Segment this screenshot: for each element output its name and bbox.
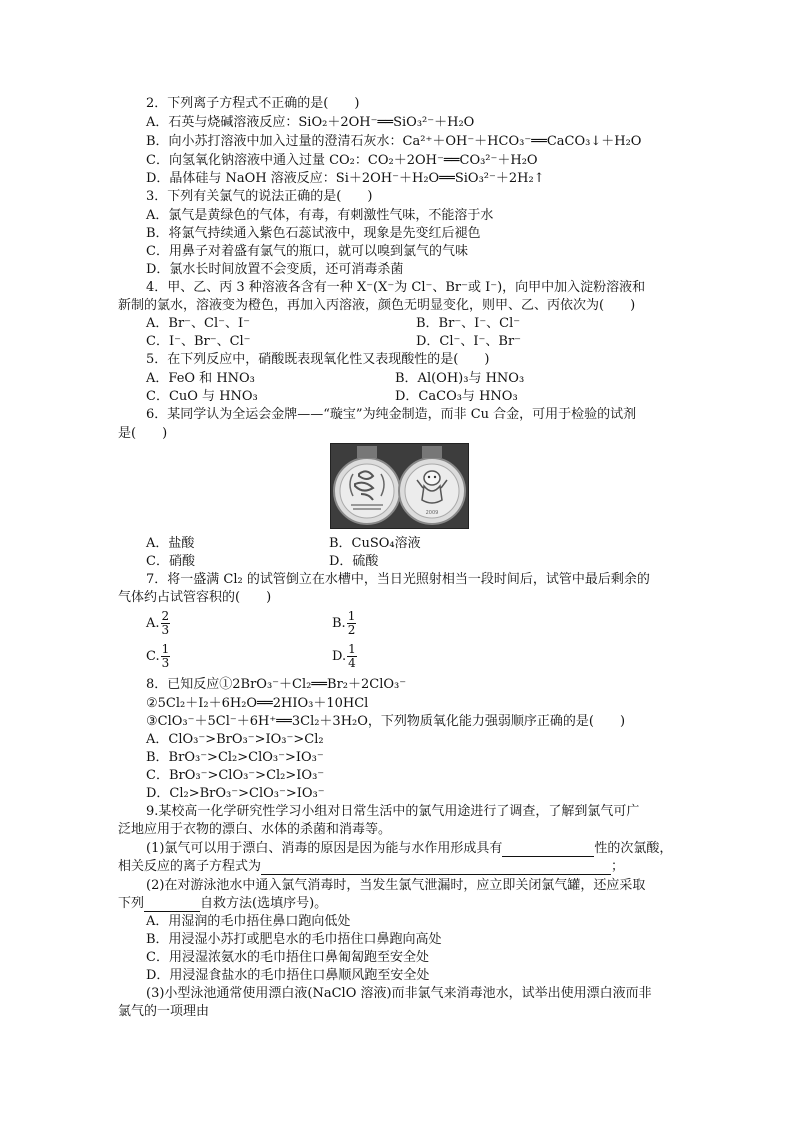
q8-option-c: C．BrO₃⁻>ClO₃⁻>Cl₂>IO₃⁻	[146, 768, 325, 783]
q9-stem-line1: 9.某校高一化学研究性学习小组对日常生活中的氯气用途进行了调查，了解到氯气可广	[146, 804, 640, 819]
q8-option-a: A．ClO₃⁻>BrO₃⁻>IO₃⁻>Cl₂	[146, 732, 324, 747]
q7-stem-line2: 气体约占试管容积的( )	[118, 590, 272, 605]
q6-option-c: C．硝酸	[146, 554, 195, 569]
q9-part1-line1	[146, 840, 672, 857]
q7-a-fraction: $\frac{2}{3}$	[161, 609, 170, 637]
q7-option-d	[332, 643, 357, 671]
q4-option-b: B．Br⁻、I⁻、Cl⁻	[416, 316, 521, 331]
q5-option-c: C．CuO 与 HNO₃	[146, 389, 258, 404]
q9-part2-line2	[118, 895, 327, 912]
medal-illustration	[331, 444, 468, 528]
q8-option-b: B．BrO₃⁻>Cl₂>ClO₃⁻>IO₃⁻	[146, 750, 324, 765]
q2-option-c: C．向氢氧化钠溶液中通入过量 CO₂：CO₂＋2OH⁻══CO₃²⁻＋H₂O	[146, 153, 538, 168]
medal-year-text: 2009	[425, 510, 439, 516]
q9-part1-text-c: 相关反应的离子方程式为	[118, 859, 262, 874]
q9-part1-text-a: (1)氯气可以用于漂白、消毒的原因是因为能与水作用形成具有	[146, 841, 503, 856]
q9-stem-line2: 泛地应用于衣物的漂白、水体的杀菌和消毒等。	[118, 822, 392, 837]
q6-option-d: D．硫酸	[329, 554, 379, 569]
q9-part2-text-b: 下列	[118, 896, 145, 911]
q7-option-b	[332, 610, 356, 638]
q9-part3-line2: 氯气的一项理由	[118, 1004, 210, 1019]
q9-part1-text-b: 性的次氯酸，	[594, 841, 673, 856]
q3-option-a: A．氯气是黄绿色的气体，有毒，有刺激性气味，不能溶于水	[146, 208, 494, 223]
q9-part1-blank-1[interactable]	[502, 844, 594, 857]
q5-option-d: D．CaCO₃与 HNO₃	[395, 389, 518, 404]
q8-reaction-2: ②5Cl₂＋I₂＋6H₂O══2HIO₃＋10HCl	[146, 696, 369, 711]
q6-option-b: B．CuSO₄溶液	[329, 536, 421, 551]
q3-option-c: C．用鼻子对着盛有氯气的瓶口，就可以嗅到氯气的气味	[146, 244, 468, 259]
q7-b-label: B.	[332, 616, 346, 631]
q7-stem-line1: 7．将一盛满 Cl₂ 的试管倒立在水槽中，当日光照射相当一段时间后，试管中最后剩余的	[146, 572, 650, 587]
q5-stem: 5．在下列反应中，硝酸既表现氧化性又表现酸性的是( )	[146, 352, 490, 367]
q3-option-d: D．氯水长时间放置不会变质，还可消毒杀菌	[146, 262, 404, 277]
q2-option-b: B．向小苏打溶液中加入过量的澄清石灰水：Ca²⁺＋OH⁻＋HCO₃⁻══CaCO₃↓＋H₂O	[146, 134, 642, 149]
q4-option-a: A．Br⁻、Cl⁻、I⁻	[146, 316, 250, 331]
q4-stem-line1: 4．甲、乙、丙 3 种溶液各含有一种 X⁻(X⁻为 Cl⁻、Br⁻或 I⁻)，向甲中加入淀粉溶液和	[146, 280, 646, 295]
q4-option-c: C．I⁻、Br⁻、Cl⁻	[146, 334, 251, 349]
q5-option-a: A．FeO 和 HNO₃	[146, 371, 255, 386]
q5-option-b: B．Al(OH)₃与 HNO₃	[395, 371, 525, 386]
q2-option-d: D．晶体硅与 NaOH 溶液反应：Si＋2OH⁻＋H₂O══SiO₃²⁻＋2H₂↑	[146, 171, 545, 186]
q9-part1-text-d: ；	[611, 859, 625, 874]
q7-d-fraction: $\frac{1}{4}$	[348, 642, 356, 670]
q9-part1-blank-2[interactable]	[261, 862, 611, 875]
q7-d-label: D.	[332, 649, 347, 664]
q3-option-b: B．将氯气持续通入紫色石蕊试液中，现象是先变红后褪色	[146, 226, 481, 241]
q4-option-d: D．Cl⁻、I⁻、Br⁻	[416, 334, 522, 349]
q9-part2-line1: (2)在对游泳池水中通入氯气消毒时，当发生氯气泄漏时，应立即关闭氯气罐，还应采取	[146, 878, 646, 893]
q7-option-c	[146, 643, 170, 671]
q9-option-a: A．用湿润的毛巾捂住鼻口跑向低处	[146, 914, 351, 929]
q9-option-d: D．用浸湿食盐水的毛巾捂住口鼻顺风跑至安全处	[146, 968, 430, 983]
q8-reaction-3: ③ClO₃⁻＋5Cl⁻＋6H⁺══3Cl₂＋3H₂O，下列物质氧化能力强弱顺序正确的是( )	[146, 714, 626, 729]
q9-part3-line1: (3)小型泳池通常使用漂白液(NaClO 溶液)而非氯气来消毒池水，试举出使用漂白液而非	[146, 986, 652, 1001]
q3-stem: 3．下列有关氯气的说法正确的是( )	[146, 189, 373, 204]
q9-part2-blank[interactable]	[144, 899, 200, 912]
q7-a-label: A.	[146, 616, 160, 631]
q6-stem-line1: 6．某同学认为全运会金牌——“璇宝”为纯金制造，而非 Cu 合金，可用于检验的试剂	[146, 407, 637, 422]
q8-option-d: D．Cl₂>BrO₃⁻>ClO₃⁻>IO₃⁻	[146, 786, 325, 801]
q2-option-a: A．石英与烧碱溶液反应：SiO₂＋2OH⁻══SiO₃²⁻＋H₂O	[146, 115, 475, 130]
q9-option-c: C．用浸湿浓氨水的毛巾捂住口鼻匍匐跑至安全处	[146, 950, 429, 965]
q7-c-label: C.	[146, 649, 160, 664]
q9-part1-line2	[118, 858, 624, 875]
q9-option-b: B．用浸湿小苏打或肥皂水的毛巾捂住口鼻跑向高处	[146, 932, 442, 947]
q6-option-a: A．盐酸	[146, 536, 195, 551]
q6-stem-line2: 是( )	[118, 426, 168, 441]
q2-stem: 2．下列离子方程式不正确的是( )	[146, 96, 360, 111]
q7-option-a	[146, 610, 170, 638]
medal-photo	[330, 443, 469, 529]
q4-stem-line2: 新制的氯水，溶液变为橙色，再加入丙溶液，颜色无明显变化，则甲、乙、丙依次为( )	[118, 298, 636, 313]
q9-part2-text-c: 自救方法(选填序号)。	[200, 896, 328, 911]
q8-reaction-1: 8．已知反应①2BrO₃⁻＋Cl₂══Br₂＋2ClO₃⁻	[146, 677, 407, 692]
q7-c-fraction: $\frac{1}{3}$	[161, 642, 170, 670]
q7-b-fraction: $\frac{1}{2}$	[347, 609, 356, 637]
